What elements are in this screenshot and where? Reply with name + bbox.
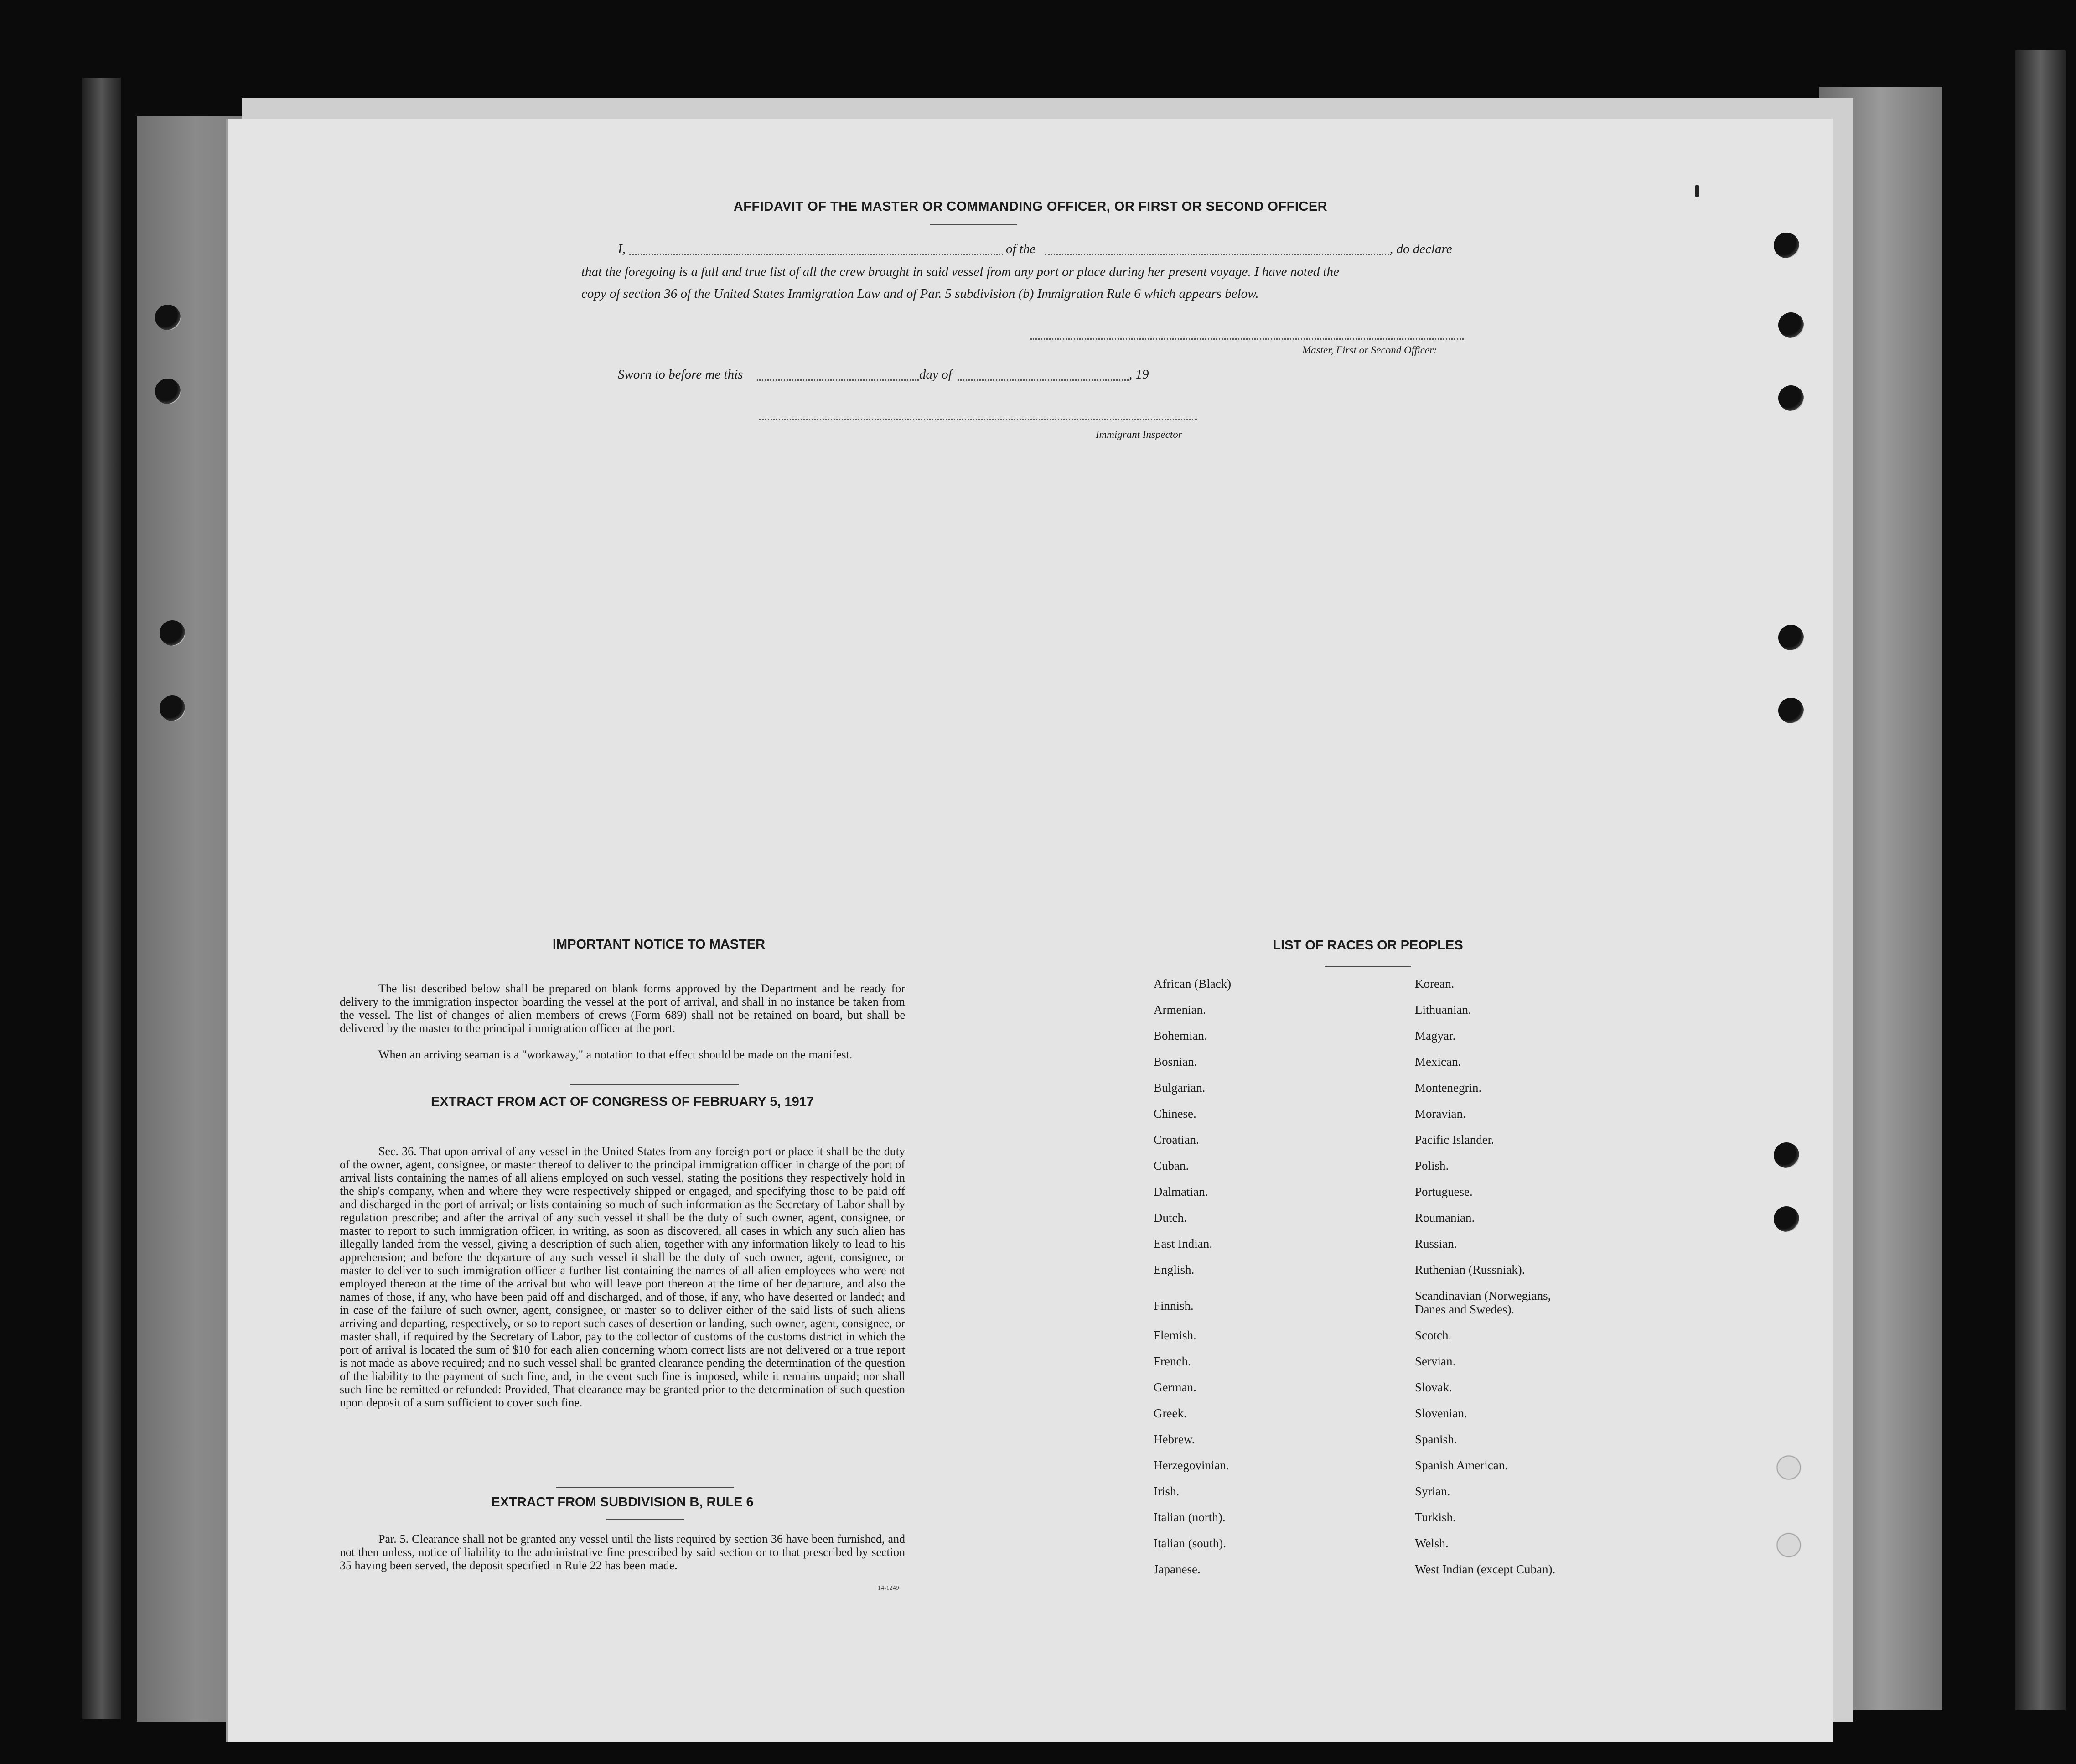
race-item: African (Black): [1154, 977, 1232, 991]
congress-extract-title: EXTRACT FROM ACT OF CONGRESS OF FEBRUARY 5, 1917: [430, 1095, 814, 1109]
race-item: Servian.: [1415, 1354, 1456, 1368]
race-item: Pacific Islander.: [1415, 1133, 1494, 1147]
inspector-signature-blank: [759, 419, 1197, 420]
race-item: Turkish.: [1415, 1510, 1456, 1524]
binder-hole-icon: [155, 379, 181, 404]
race-item: Korean.: [1415, 977, 1455, 991]
races-title: LIST OF RACES OR PEOPLES: [1273, 938, 1463, 953]
race-item: Montenegrin.: [1415, 1081, 1482, 1095]
race-item: Spanish American.: [1415, 1458, 1508, 1472]
race-item: English.: [1154, 1263, 1195, 1276]
binder-hole-icon: [1776, 1532, 1802, 1558]
race-item: Portuguese.: [1415, 1185, 1473, 1198]
affidavit-line1-end: , do declare: [1390, 242, 1452, 256]
races-left-column: [1154, 977, 1391, 1588]
race-item: Italian (north).: [1154, 1510, 1226, 1524]
affidavit-line1-start: I,: [618, 242, 626, 256]
sworn-day: day of: [919, 367, 952, 382]
race-item: Scandinavian (Norwegians, Danes and Swedes).: [1415, 1289, 1551, 1316]
race-item: Scotch.: [1415, 1328, 1452, 1342]
section-divider: [556, 1487, 734, 1488]
section-divider: [570, 1084, 739, 1085]
race-item: Flemish.: [1154, 1328, 1196, 1342]
notice-para1: The list described below shall be prepared on blank forms approved by the Department and be ready for delivery to the immigration inspector boarding the vessel at the port of arrival, and shall in no instance be taken from the vessel. The list of changes of alien members of crews (Form 689) shall not be retained on board, but shall be delivered by the master to the principal immigration officer at the port.: [340, 982, 905, 1035]
rule-extract-title: EXTRACT FROM SUBDIVISION B, RULE 6: [491, 1495, 754, 1510]
section-36-text: Sec. 36. That upon arrival of any vessel in the United States from any foreign port or place it shall be the duty of the owner, agent, consignee, or master thereof to deliver to the principal immigration officer in charge of the port of arrival lists containing the names of all aliens employed on such vessel, stating the positions they respectively hold in the ship's company, when and where they were respectively shipped or engaged, and specifying those to be paid off and discharged in the port of arrival; or lists containing so much of such information as the Secretary of Labor shall by regulation prescribe; and after the arrival of any such vessel it shall be the duty of such owner, agent, consignee, or master to report to such immigration officer, in writing, as soon as discovered, all cases in which any such alien has illegally landed from the vessel, giving a description of such alien, together with any information likely to lead to his apprehension; and before the departure of any such vessel it shall be the duty of such owner, agent, consignee, or master to deliver to such immigration officer a further list containing the names of all alien employees who were not employed thereon at the time of the arrival but who will leave port thereon at the time of her departure, and also the names of those, if any, who have been paid off and discharged, and of those, if any, who have deserted or landed; and in case of the failure of such owner, agent, consignee, or master so to deliver either of the said lists of such aliens arriving and departing, respectively, or so to report such cases of desertion or landing, such owner, agent, consignee, or master shall, if required by the Secretary of Labor, pay to the collector of customs of the customs district in which the port of arrival is located the sum of $10 for each alien concerning whom correct lists are not delivered or a true report is not made as above required; and no such vessel shall be granted clearance pending the determination of the question of the liability to the payment of such fine, and, in the event such fine is imposed, while it remains unpaid; nor shall such fine be remitted or refunded: Provided, That clearance may be granted prior to the determination of such question upon deposit of a sum sufficient to cover such fine.: [340, 1145, 905, 1409]
sworn-month-blank: [958, 379, 1129, 381]
form-number: 14-1249: [878, 1585, 899, 1592]
binder-hole-icon: [155, 305, 181, 330]
affidavit-line2: that the foregoing is a full and true list of all the crew brought in said vessel from any port or place during her present voyage. I have noted the: [581, 265, 1339, 279]
race-item: Magyar.: [1415, 1029, 1456, 1043]
race-item: Croatian.: [1154, 1133, 1199, 1147]
binder-hole-icon: [160, 695, 185, 721]
race-item: German.: [1154, 1380, 1196, 1394]
rule-paragraph-5: Par. 5. Clearance shall not be granted any vessel until the lists required by section 36 have been furnished, and not then unless, notice of liability to the administrative fine prescribed by said section or to that prescribed by section 35 having been served, the deposit specified in Rule 22 has been made.: [340, 1532, 905, 1572]
binder-hole-icon: [160, 620, 185, 646]
notice-title: IMPORTANT NOTICE TO MASTER: [552, 937, 766, 952]
race-item: Roumanian.: [1415, 1211, 1475, 1224]
race-item: Spanish.: [1415, 1432, 1457, 1446]
race-item: Finnish.: [1154, 1299, 1194, 1313]
race-item: Syrian.: [1415, 1484, 1450, 1498]
signature-blank: [1030, 338, 1464, 340]
right-mount-strip: [2015, 50, 2066, 1710]
inspector-caption: Immigrant Inspector: [1096, 429, 1182, 440]
race-item: Slovak.: [1415, 1380, 1452, 1394]
race-item: Russian.: [1415, 1237, 1457, 1250]
race-item: Lithuanian.: [1415, 1003, 1471, 1017]
race-item: Bohemian.: [1154, 1029, 1207, 1043]
binder-hole-icon: [1778, 625, 1804, 650]
affidavit-title: AFFIDAVIT OF THE MASTER OR COMMANDING OFFICER, OR FIRST OR SECOND OFFICER: [733, 199, 1328, 214]
races-right-column: [1415, 977, 1652, 1588]
race-item: East Indian.: [1154, 1237, 1212, 1250]
race-item: West Indian (except Cuban).: [1415, 1562, 1556, 1576]
binder-hole-icon: [1778, 385, 1804, 411]
affidavit-line3: copy of section 36 of the United States Immigration Law and of Par. 5 subdivision (b) Immigration Rule 6 which appears below.: [581, 286, 1259, 301]
binder-hole-icon: [1778, 698, 1804, 723]
section-divider: [606, 1519, 684, 1520]
race-item: Bulgarian.: [1154, 1081, 1206, 1095]
races-title-underline: [1325, 966, 1411, 967]
race-item: French.: [1154, 1354, 1191, 1368]
race-item: Polish.: [1415, 1159, 1449, 1173]
manifest-back-page: [228, 119, 1833, 1742]
race-item: Greek.: [1154, 1406, 1187, 1420]
race-item: Slovenian.: [1415, 1406, 1467, 1420]
binder-hole-icon: [1774, 1142, 1799, 1168]
binder-hole-icon: [1776, 1455, 1802, 1480]
sworn-year: , 19: [1129, 367, 1149, 382]
title-underline: [930, 224, 1017, 225]
page-mark: [1695, 185, 1699, 197]
vessel-blank: [1045, 254, 1389, 255]
race-item: Moravian.: [1415, 1107, 1466, 1121]
race-item: Bosnian.: [1154, 1055, 1197, 1069]
binder-hole-icon: [1774, 233, 1799, 258]
race-item: Hebrew.: [1154, 1432, 1195, 1446]
race-item: Cuban.: [1154, 1159, 1189, 1173]
sworn-day-blank: [757, 379, 919, 381]
notice-para2: When an arriving seaman is a "workaway," a notation to that effect should be made on the manifest.: [378, 1048, 853, 1061]
race-item: Japanese.: [1154, 1562, 1201, 1576]
binder-hole-icon: [1778, 312, 1804, 338]
signature-caption: Master, First or Second Officer:: [1302, 344, 1437, 356]
race-item: Ruthenian (Russniak).: [1415, 1263, 1525, 1276]
name-blank: [629, 254, 1003, 255]
race-item: Mexican.: [1415, 1055, 1461, 1069]
race-item: Dutch.: [1154, 1211, 1187, 1224]
race-item: Welsh.: [1415, 1536, 1449, 1550]
race-item: Irish.: [1154, 1484, 1180, 1498]
race-item: Dalmatian.: [1154, 1185, 1208, 1198]
race-item: Chinese.: [1154, 1107, 1196, 1121]
sworn-start: Sworn to before me this: [618, 367, 743, 382]
race-item: Italian (south).: [1154, 1536, 1226, 1550]
affidavit-line1-mid: of the: [1006, 242, 1036, 256]
race-item: Herzegovinian.: [1154, 1458, 1229, 1472]
race-item: Armenian.: [1154, 1003, 1206, 1017]
binder-hole-icon: [1774, 1206, 1799, 1232]
left-mount-strip: [82, 78, 121, 1719]
